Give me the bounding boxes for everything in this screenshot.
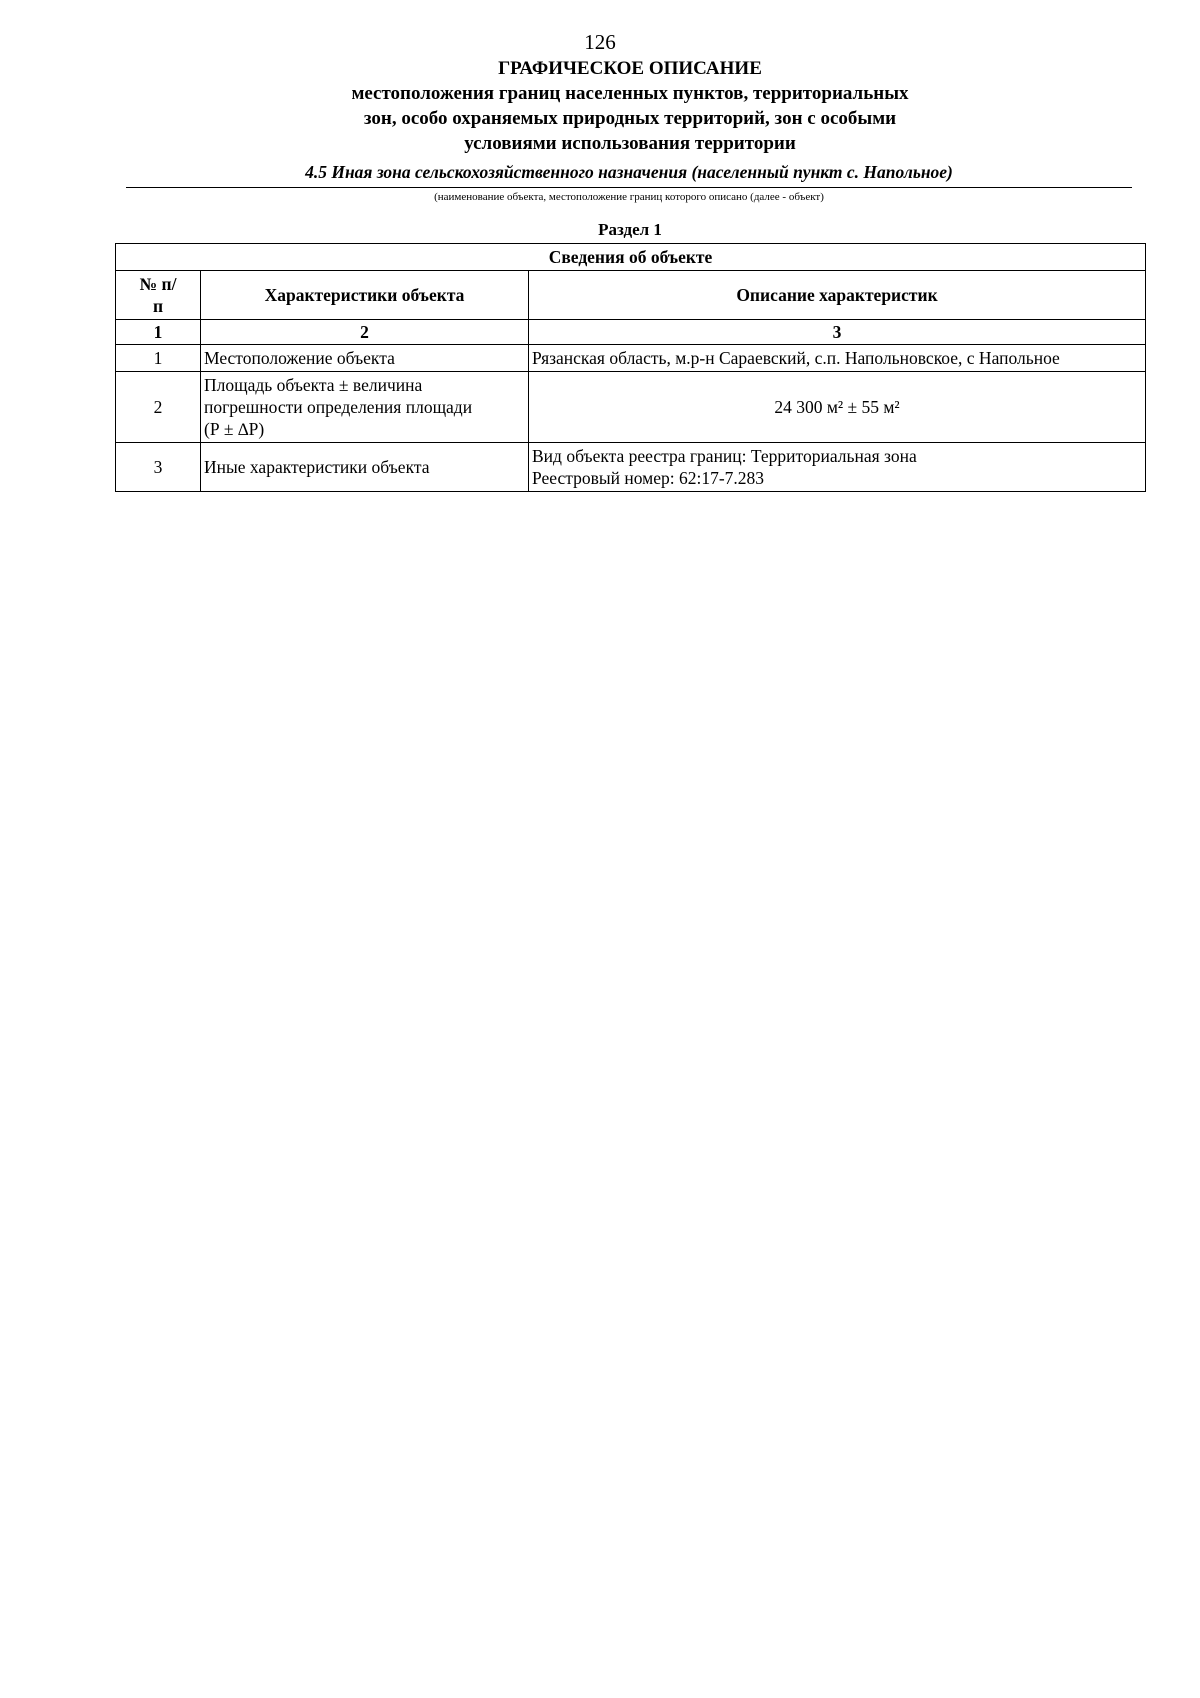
- table-row: [116, 372, 1146, 443]
- header-number-label: № п/п: [139, 274, 177, 316]
- row-characteristic-line: погрешности определения площади: [204, 397, 473, 417]
- row-number: 1: [116, 345, 201, 372]
- title-line-3: зон, особо охраняемых природных территорий, зон с особыми: [363, 108, 897, 129]
- row-characteristic: [201, 372, 529, 443]
- title-line-2: местоположения границ населенных пунктов, территориальных: [351, 83, 909, 104]
- row-description: [529, 372, 1146, 443]
- page-number: 126: [584, 30, 616, 54]
- row-description: [529, 345, 1146, 372]
- title-line-1: ГРАФИЧЕСКОЕ ОПИСАНИЕ: [498, 58, 762, 79]
- table-caption: Сведения об объекте: [116, 244, 1146, 271]
- title-line-4: условиями использования территории: [464, 133, 796, 154]
- column-number: 3: [529, 320, 1146, 345]
- header-characteristic: Характеристики объекта: [201, 271, 529, 320]
- row-description-line: Реестровый номер: 62:17-7.283: [532, 468, 765, 488]
- object-name-underline: [126, 187, 1132, 188]
- table-row: [116, 345, 1146, 372]
- row-description-line: Рязанская область, м.р-н Сараевский, с.п. Напольновское, с Напольное: [532, 348, 1060, 368]
- object-info-table: [115, 243, 1146, 492]
- object-name: 4.5 Иная зона сельскохозяйственного назначения (населенный пункт с. Напольное): [305, 162, 953, 182]
- header-number: [116, 271, 201, 320]
- table-header-row: [116, 271, 1146, 320]
- document-title: [130, 56, 1130, 156]
- object-caption: (наименование объекта, местоположение границ которого описано (далее - объект): [434, 191, 824, 203]
- row-characteristic-line: Площадь объекта ± величина: [204, 375, 423, 395]
- row-characteristic-line: (Р ± ∆Р): [204, 419, 265, 439]
- row-number: 2: [116, 372, 201, 443]
- row-description-line: Вид объекта реестра границ: Территориальная зона: [532, 446, 917, 466]
- column-number: 2: [201, 320, 529, 345]
- header-description: Описание характеристик: [529, 271, 1146, 320]
- row-number: 3: [116, 443, 201, 492]
- column-number-row: [116, 320, 1146, 345]
- row-description-line: 24 300 м² ± 55 м²: [774, 397, 900, 417]
- row-characteristic: Местоположение объекта: [201, 345, 529, 372]
- row-characteristic: Иные характеристики объекта: [201, 443, 529, 492]
- column-number: 1: [116, 320, 201, 345]
- row-description: [529, 443, 1146, 492]
- table-row: [116, 443, 1146, 492]
- table-caption-row: [116, 244, 1146, 271]
- section-title: Раздел 1: [598, 220, 662, 239]
